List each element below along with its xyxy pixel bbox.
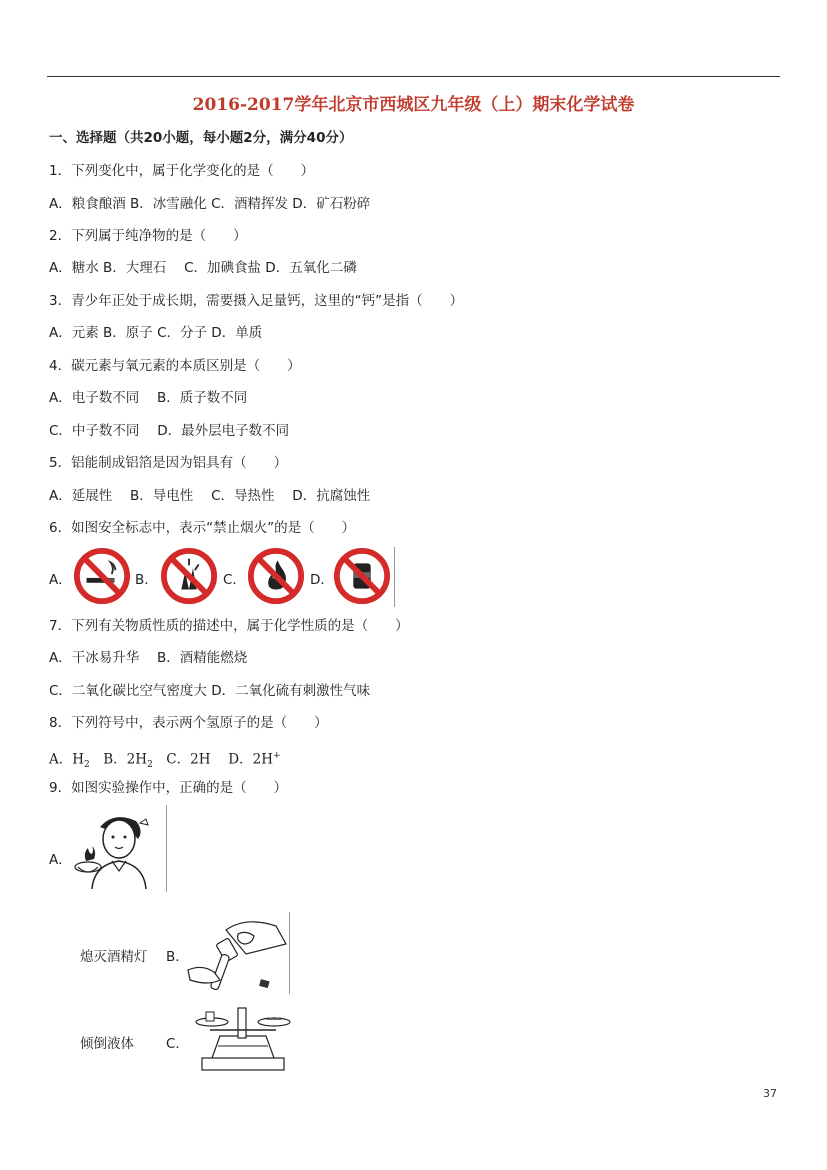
pouring-liquid-figure — [186, 912, 289, 994]
subscript: 2 — [147, 760, 153, 771]
question-3-stem: 3．青少年正处于成长期，需要摄入足量钙，这里的“钙”是指（ ） — [49, 293, 464, 309]
question-5-options: A．延展性 B．导电性 C．导热性 D．抗腐蚀性 — [49, 488, 371, 504]
no-open-flame-icon — [247, 547, 305, 605]
option-a-label: A． — [49, 572, 72, 588]
question-4-options-1: A．电子数不同 B．质子数不同 — [49, 390, 248, 406]
question-2-options: A．糖水 B．大理石 C．加碘食盐 D．五氧化二磷 — [49, 260, 357, 276]
page-title: 2016-2017学年北京市西城区九年级（上）期末化学试卷 — [192, 95, 635, 115]
superscript: + — [272, 751, 281, 761]
question-7-stem: 7．下列有关物质性质的描述中，属于化学性质的是（ ） — [49, 618, 409, 634]
question-3-options: A．元素 B．原子 C．分子 D．单质 — [49, 325, 263, 341]
image-border — [394, 547, 395, 607]
question-7-options-1: A．干冰易升华 B．酒精能燃烧 — [49, 650, 248, 666]
option-c-label: C． — [166, 1036, 189, 1052]
no-fireworks-icon — [160, 547, 218, 605]
option-a-label: A． — [49, 852, 72, 868]
balance-scale-figure — [188, 1000, 298, 1074]
option-b-text: B．2H — [89, 751, 148, 768]
student-lamp-figure — [72, 805, 166, 892]
no-flammable-storage-icon — [333, 547, 391, 605]
subscript: 2 — [84, 760, 90, 771]
image-border — [289, 912, 290, 994]
question-5-stem: 5．铝能制成铝箔是因为铝具有（ ） — [49, 455, 288, 471]
header-rule — [47, 76, 780, 77]
question-9-stem: 9．如图实验操作中，正确的是（ ） — [49, 780, 288, 796]
question-1-stem: 1．下列变化中，属于化学变化的是（ ） — [49, 163, 315, 179]
question-6-stem: 6．如图安全标志中，表示“禁止烟火”的是（ ） — [49, 520, 356, 536]
option-a-text: A．H — [49, 751, 85, 768]
question-1-options: A．粮食酿酒 B．冰雪融化 C．酒精挥发 D．矿石粉碎 — [49, 196, 371, 212]
no-smoking-icon — [73, 547, 131, 605]
image-border — [166, 805, 167, 892]
option-a-caption: 熄灭酒精灯 — [80, 949, 148, 965]
question-7-options-2: C．二氧化碳比空气密度大 D．二氧化硫有刺激性气味 — [49, 683, 371, 699]
question-8-options — [49, 746, 281, 775]
question-8-stem: 8．下列符号中，表示两个氢原子的是（ ） — [49, 715, 328, 731]
option-c-label: C． — [223, 572, 246, 588]
option-b-caption: 倾倒液体 — [80, 1036, 134, 1052]
option-d-label: D． — [310, 572, 334, 588]
question-4-options-2: C．中子数不同 D．最外层电子数不同 — [49, 423, 290, 439]
question-2-stem: 2．下列属于纯净物的是（ ） — [49, 228, 247, 244]
option-b-label: B． — [135, 572, 158, 588]
option-b-label: B． — [166, 949, 189, 965]
question-4-stem: 4．碳元素与氧元素的本质区别是（ ） — [49, 358, 301, 374]
page-number: 37 — [763, 1087, 777, 1100]
section-heading: 一、选择题（共20小题，每小题2分，满分40分） — [49, 130, 353, 146]
option-cd-text: C．2H D．2H — [152, 751, 273, 768]
